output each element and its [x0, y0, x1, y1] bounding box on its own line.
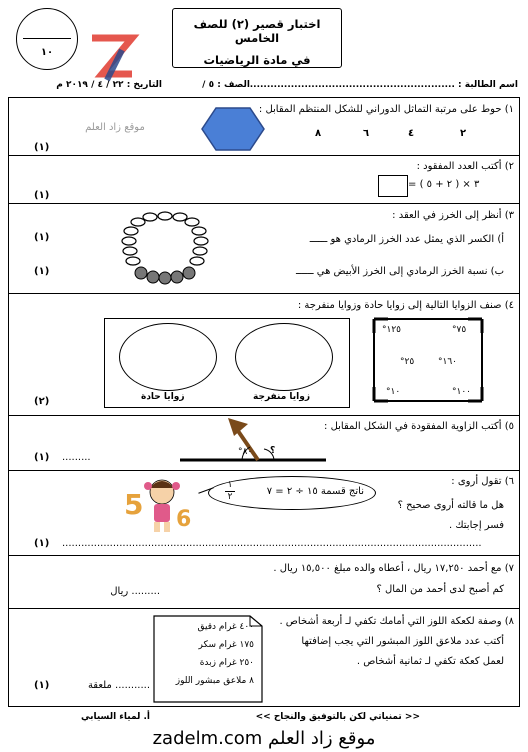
q6-line2: هل ما قالته أروى صحيح ؟	[397, 500, 504, 511]
recipe-card	[150, 612, 266, 706]
title-line2: في مادة الرياضيات	[203, 53, 311, 67]
q3-text: ٣) أنظر إلى الخرز في العقد :	[392, 210, 514, 221]
title-line1: اختبار قصير (٢) للصف الخامس	[193, 17, 321, 45]
q6-speech: ناتج قسمة ١٥ ÷ ٢ = ٧	[266, 486, 364, 497]
angle-125: °١٢٥	[382, 325, 402, 335]
angle-160: °١٦٠	[438, 357, 458, 367]
q7-line2: كم أصبح لدى أحمد من المال ؟	[376, 584, 504, 595]
label-acute: زوايا حادة	[141, 392, 185, 402]
fraction-numerator: ١	[225, 480, 235, 492]
recipe-item-sugar: ١٧٥ غرام سكر	[198, 640, 254, 650]
watermark-logo-text: موقع زاد العلم	[85, 122, 145, 133]
angle-25: °٢٥	[400, 357, 415, 367]
q6-fraction	[225, 480, 235, 503]
label-obtuse: زوايا منفرجة	[253, 392, 311, 402]
classification-box	[104, 318, 350, 408]
svg-text:6: 6	[176, 507, 192, 532]
angle-100: °١٠٠	[452, 387, 472, 397]
q5-mark: (١)	[34, 452, 50, 463]
acute-circle[interactable]	[119, 323, 217, 391]
q2-text: ٢) أكتب العدد المفقود :	[416, 161, 514, 172]
angle-10: °١٠	[386, 387, 401, 397]
q5-answer-blank[interactable]: .........	[62, 452, 91, 463]
q8-line2: أكتب عدد ملاعق اللوز المبشور التي يجب إضافتها	[301, 636, 504, 647]
q2-mark: (١)	[34, 190, 50, 201]
q1-option-2[interactable]: ٢	[460, 128, 467, 139]
q6-text: ٦) تقول أروى :	[451, 476, 514, 487]
score-circle	[16, 8, 78, 70]
angle-75: °٧٥	[452, 325, 467, 335]
angles-box	[368, 313, 488, 407]
q6-mark: (١)	[34, 538, 50, 549]
q1-mark: (١)	[34, 142, 50, 153]
q3-part-b: ب) نسبة الخرز الرمادي إلى الخرز الأبيض هي ــــــ	[296, 266, 504, 277]
footer-site[interactable]: zadelm.com موقع زاد العلم	[152, 728, 376, 749]
girl-illustration	[124, 474, 194, 536]
q6-answer-line[interactable]: ....................................................................................................................................	[62, 538, 482, 549]
q3-part-a: أ) الكسر الذي يمثل عدد الخرز الرمادي هو ــــــ	[309, 234, 504, 245]
q1-option-6[interactable]: ٦	[363, 128, 370, 139]
q2-answer-box[interactable]	[378, 175, 408, 197]
q1-text: ١) حوط على مرتبة التماثل الدوراني للشكل المنتظم المقابل :	[258, 104, 514, 115]
score-max: ١٠	[40, 47, 54, 58]
unknown-angle-label: ؟	[270, 446, 276, 456]
q8-mark: (١)	[34, 680, 50, 691]
q1-option-4[interactable]: ٤	[408, 128, 415, 139]
q2-equation: = ٣ × ( ٢ + ٥ )	[408, 179, 480, 190]
recipe-item-flour: ٤٠٠ غرام دقيق	[197, 622, 254, 632]
hexagon-icon	[200, 106, 266, 152]
q7-answer-blank[interactable]: ......... ريال	[110, 586, 160, 597]
angle-80-label: °٨٠	[238, 447, 253, 457]
teacher-name: أ. لمياء السيابي	[81, 712, 150, 722]
footer-wish: << تمنياتي لكن بالتوفيق والنجاح >>	[255, 712, 420, 722]
student-name-field[interactable]: اسم الطالبة : ............................................................	[249, 80, 518, 90]
recipe-item-almond: ٨ ملاعق مبشور اللوز	[175, 676, 254, 686]
necklace-icon	[120, 210, 210, 290]
q5-text: ٥) أكتب الزاوية المفقودة في الشكل المقابل :	[324, 421, 514, 432]
grade-field[interactable]: الصف : ٥ /	[202, 80, 250, 90]
q4-mark: (٢)	[34, 396, 50, 407]
q3-mark-a: (١)	[34, 232, 50, 243]
angle-figure	[178, 416, 328, 468]
recipe-item-butter: ٢٥٠ غرام زبدة	[199, 658, 254, 668]
q8-text: ٨) وصفة لكعكة اللوز التي أمامك تكفي لـ أربعة أشخاص .	[279, 616, 514, 627]
fraction-denominator: ٢	[227, 492, 233, 502]
q3-mark-b: (١)	[34, 266, 50, 277]
obtuse-circle[interactable]	[235, 323, 333, 391]
date-field: التاريخ : ٢٢ / ٤ / ٢٠١٩ م	[56, 80, 162, 90]
q8-line3: لعمل كعكة تكفي لـ ثمانية أشخاص .	[356, 656, 504, 667]
q8-answer-blank[interactable]: ........... ملعقة	[87, 680, 150, 691]
q1-option-8[interactable]: ٨	[315, 128, 322, 139]
q6-line3: فسر إجابتك .	[449, 520, 504, 531]
q4-text: ٤) صنف الزوايا التالية إلى زوايا حادة وزوايا منفرجة :	[297, 300, 514, 311]
svg-text:5: 5	[124, 488, 144, 521]
title-box	[172, 8, 342, 68]
q7-text: ٧) مع أحمد ١٧,٢٥٠ ريال ، أعطاه والده مبلغ ١٥,٥٠٠ ريال .	[273, 563, 514, 574]
